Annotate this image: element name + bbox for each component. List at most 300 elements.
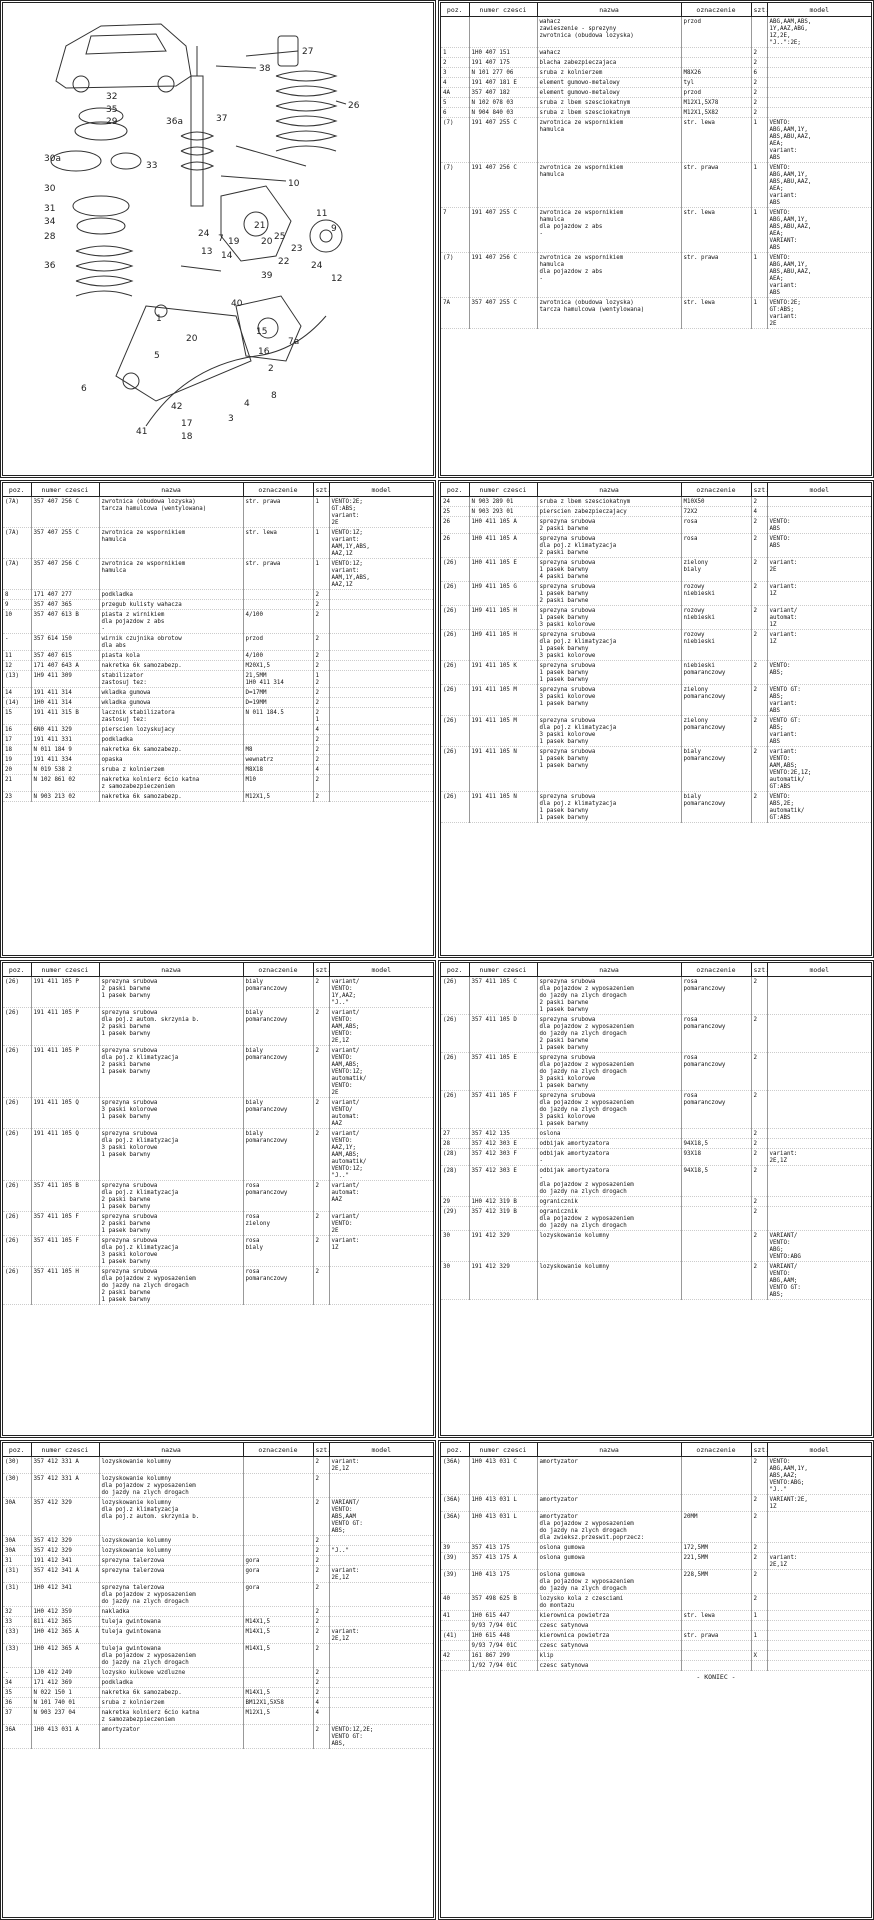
table-row: [441, 685, 871, 716]
cell-szt: 2: [313, 1046, 329, 1098]
cell-poz: 40: [441, 1594, 469, 1611]
cell-szt: 2: [751, 1594, 767, 1611]
cell-szt: 6: [751, 68, 767, 78]
cell-nazwa: lozyskowanie kolumny: [99, 1546, 243, 1556]
col-szt: szt.: [751, 1443, 767, 1457]
col-oznaczenie: oznaczenie: [243, 963, 313, 977]
cell-numer: 191 411 105 P: [31, 1046, 99, 1098]
cell-nazwa: sruba z lbem szesciokatnym: [537, 497, 681, 507]
cell-numer: 191 411 105 Q: [31, 1129, 99, 1181]
cell-numer: 9/93 7/94 01C: [469, 1621, 537, 1631]
cell-oznaczenie: M12X1,5X78: [681, 98, 751, 108]
cell-model: [329, 1607, 433, 1617]
cell-nazwa: sprezyna srubowa 1 pasek barwny 2 paski barwne: [537, 582, 681, 606]
cell-oznaczenie: str. prawa: [681, 163, 751, 208]
cell-poz: 32: [3, 1607, 31, 1617]
cell-szt: 2: [313, 735, 329, 745]
cell-szt: 2: [751, 1197, 767, 1207]
col-poz: poz.: [3, 1443, 31, 1457]
cell-poz: (26): [3, 1046, 31, 1098]
cell-numer: N 019 538 2: [31, 765, 99, 775]
cell-numer: 1H9 411 105 H: [469, 606, 537, 630]
cell-numer: N 101 740 01: [31, 1698, 99, 1708]
cell-nazwa: tuleja gwintowana: [99, 1627, 243, 1644]
cell-numer: 171 407 643 A: [31, 661, 99, 671]
cell-oznaczenie: wewnatrz: [243, 755, 313, 765]
cell-numer: 357 412 331 A: [31, 1474, 99, 1498]
cell-oznaczenie: przod: [681, 17, 751, 48]
table-header: [441, 483, 871, 497]
cell-poz: (13): [3, 671, 31, 688]
cell-numer: 357 407 255 C: [469, 298, 537, 329]
cell-oznaczenie: [243, 735, 313, 745]
callout-22: 22: [278, 257, 290, 267]
cell-model: variant: 2E,1Z: [767, 1149, 871, 1166]
cell-numer: 1H9 411 105 G: [469, 582, 537, 606]
cell-model: [329, 590, 433, 600]
cell-oznaczenie: [681, 1262, 751, 1300]
cell-szt: 1: [313, 497, 329, 528]
table-row: [3, 661, 433, 671]
cell-nazwa: element gumowo-metalowy: [537, 88, 681, 98]
cell-poz: -: [3, 1668, 31, 1678]
cell-model: variant: 2E,1Z: [767, 1553, 871, 1570]
cell-model: [767, 1543, 871, 1553]
cell-poz: 37: [3, 1708, 31, 1725]
cell-oznaczenie: M14X1,5: [243, 1617, 313, 1627]
cell-szt: 2: [313, 1627, 329, 1644]
cell-numer: 811 412 365: [31, 1617, 99, 1627]
table-row: [3, 1607, 433, 1617]
table-row: [441, 1457, 871, 1495]
cell-model: [767, 1651, 871, 1661]
cell-model: [329, 745, 433, 755]
suspension-diagram: [6, 6, 435, 477]
col-szt: szt.: [313, 963, 329, 977]
table-row: [3, 1267, 433, 1305]
cell-poz: (26): [3, 1008, 31, 1046]
cell-model: VENTO: ABG,AAM,1Y, ABS,ABU,AAZ, AEA; VARIANT: ABS: [767, 208, 871, 253]
cell-model: VARIANT/ VENTO: ABG,AAM; VENTO GT: ABS;: [767, 1262, 871, 1300]
table-row: [3, 528, 433, 559]
cell-numer: 357 412 341 A: [31, 1566, 99, 1583]
cell-oznaczenie: M20X1,5: [243, 661, 313, 671]
cell-numer: 191 411 105 M: [469, 685, 537, 716]
cell-szt: 2: [313, 775, 329, 792]
table-row: [441, 118, 871, 163]
cell-oznaczenie: tyl: [681, 78, 751, 88]
cell-numer: 357 411 105 C: [469, 977, 537, 1015]
callout-9: 9: [331, 224, 337, 234]
cell-numer: 1H0 412 341: [31, 1583, 99, 1607]
cell-model: VENTO GT: ABS; variant: ABS: [767, 716, 871, 747]
cell-oznaczenie: N 011 184.5: [243, 708, 313, 725]
cell-numer: 357 412 329: [31, 1498, 99, 1536]
cell-oznaczenie: [681, 1621, 751, 1631]
cell-model: VENTO:1Z,2E; VENTO GT: ABS,: [329, 1725, 433, 1749]
table-row: [441, 507, 871, 517]
cell-szt: 2: [313, 600, 329, 610]
cell-oznaczenie: rosa pomaranczowy: [681, 977, 751, 1015]
cell-szt: 2: [751, 534, 767, 558]
table-header: [441, 3, 871, 17]
cell-numer: 357 407 255 C: [31, 528, 99, 559]
cell-model: [329, 792, 433, 802]
table-row: [441, 1661, 871, 1671]
callout-39: 39: [261, 271, 273, 281]
cell-poz: 33: [3, 1617, 31, 1627]
cell-szt: 2: [313, 1607, 329, 1617]
callout-21: 21: [254, 221, 266, 231]
cell-szt: 2: [751, 1231, 767, 1262]
cell-poz: (36A): [441, 1457, 469, 1495]
cell-numer: 191 411 105 N: [469, 792, 537, 823]
cell-nazwa: sprezyna talerzowa: [99, 1556, 243, 1566]
cell-nazwa: sprezyna srubowa 1 pasek barwny 4 paski barwne: [537, 558, 681, 582]
cell-szt: 4: [313, 765, 329, 775]
cell-poz: (26): [441, 685, 469, 716]
cell-model: [329, 1267, 433, 1305]
cell-szt: 2: [751, 747, 767, 792]
cell-numer: 357 412 303 E: [469, 1166, 537, 1197]
col-model: model: [329, 483, 433, 497]
cell-oznaczenie: zielony pomaranczowy: [681, 685, 751, 716]
col-oznaczenie: oznaczenie: [243, 1443, 313, 1457]
callout-29: 29: [106, 117, 118, 127]
cell-poz: 10: [3, 610, 31, 634]
cell-nazwa: lozysko kola z czesciami do montazu: [537, 1594, 681, 1611]
cell-poz: 5: [441, 98, 469, 108]
cell-oznaczenie: M12X1,5: [243, 1708, 313, 1725]
table-row: [441, 48, 871, 58]
cell-oznaczenie: rosa pomaranczowy: [243, 1181, 313, 1212]
cell-poz: 3: [441, 68, 469, 78]
cell-nazwa: sprezyna srubowa dla poj.z klimatyzacja 2 paski barwne 1 pasek barwny: [99, 1046, 243, 1098]
cell-oznaczenie: M10X50: [681, 497, 751, 507]
cell-szt: 2: [751, 98, 767, 108]
callout-32: 32: [106, 92, 118, 102]
col-poz: poz.: [441, 3, 469, 17]
cell-nazwa: sprezyna srubowa 2 paski barwne: [537, 517, 681, 534]
cell-nazwa: przegub kulisty wahacza: [99, 600, 243, 610]
table-header: [441, 963, 871, 977]
table-row: [441, 1207, 871, 1231]
cell-model: [767, 48, 871, 58]
callout-20b: 20: [186, 334, 198, 344]
cell-numer: 6N0 411 329: [31, 725, 99, 735]
cell-poz: 30A: [3, 1536, 31, 1546]
cell-nazwa: wirnik czujnika obrotow dla abs: [99, 634, 243, 651]
cell-poz: (41): [441, 1631, 469, 1641]
cell-poz: (26): [441, 716, 469, 747]
cell-nazwa: lacznik stabilizatora zastosuj tez:: [99, 708, 243, 725]
callout-7: 7: [218, 234, 224, 244]
cell-model: VENTO: ABS,2E; automatik/ GT:ABS: [767, 792, 871, 823]
table-row: [3, 977, 433, 1008]
cell-poz: (14): [3, 698, 31, 708]
cell-szt: 2: [751, 1207, 767, 1231]
cell-szt: 2: [751, 716, 767, 747]
col-poz: poz.: [441, 1443, 469, 1457]
cell-szt: 2: [751, 1512, 767, 1543]
cell-nazwa: czesc satynowa: [537, 1641, 681, 1651]
cell-oznaczenie: bialy pomaranczowy: [243, 1129, 313, 1181]
cell-oznaczenie: rosa pomaranczowy: [681, 1015, 751, 1053]
cell-szt: 1: [751, 1631, 767, 1641]
cell-nazwa: lozyskowanie kolumny: [99, 1536, 243, 1546]
cell-poz: 11: [3, 651, 31, 661]
cell-model: VENTO:2E; GT:ABS; variant: 2E: [767, 298, 871, 329]
cell-nazwa: oslona gumowa dla pojazdow z wyposazeniem do jazdy na zlych drogach: [537, 1570, 681, 1594]
table-row: [441, 1129, 871, 1139]
cell-model: [767, 78, 871, 88]
cell-poz: 24: [441, 497, 469, 507]
cell-szt: 2: [751, 88, 767, 98]
cell-numer: 357 413 175: [469, 1543, 537, 1553]
cell-model: [329, 688, 433, 698]
cell-poz: (26): [3, 1129, 31, 1181]
callout-1: 1: [156, 314, 162, 324]
cell-numer: 191 411 105 Q: [31, 1098, 99, 1129]
cell-szt: 2: [751, 1149, 767, 1166]
table-row: [441, 747, 871, 792]
col-nazwa: nazwa: [99, 1443, 243, 1457]
cell-szt: 2: [751, 78, 767, 88]
cell-szt: 2: [313, 1129, 329, 1181]
cell-poz: 30: [441, 1231, 469, 1262]
cell-model: VARIANT/ VENTO: ABS,AAM VENTO GT: ABS;: [329, 1498, 433, 1536]
cell-model: [767, 1091, 871, 1129]
callout-16: 16: [258, 347, 270, 357]
cell-oznaczenie: [681, 1641, 751, 1651]
cell-nazwa: wkladka gumowa: [99, 688, 243, 698]
cell-nazwa: sprezyna srubowa dla poj.z klimatyzacja 1 pasek barwny 1 pasek barwny: [537, 792, 681, 823]
cell-oznaczenie: [243, 1678, 313, 1688]
col-model: model: [767, 483, 871, 497]
col-szt: szt.: [751, 963, 767, 977]
col-numer: numer czesci: [469, 1443, 537, 1457]
parts-table-panel-4: [0, 960, 436, 1438]
cell-numer: 1H0 413 031 L: [469, 1495, 537, 1512]
cell-szt: 2: [751, 1015, 767, 1053]
cell-oznaczenie: przod: [681, 88, 751, 98]
cell-nazwa: kierownica powietrza: [537, 1631, 681, 1641]
cell-oznaczenie: M10: [243, 775, 313, 792]
table-body: [3, 1457, 433, 1749]
cell-oznaczenie: 221,5MM: [681, 1553, 751, 1570]
cell-nazwa: nakretka kolnierz 6cio katna z samozabezpieczeniem: [99, 775, 243, 792]
cell-oznaczenie: 93X18: [681, 1149, 751, 1166]
cell-poz: 15: [3, 708, 31, 725]
cell-szt: [751, 17, 767, 48]
cell-model: VARIANT/ VENTO: ABG; VENTO:ABG: [767, 1231, 871, 1262]
cell-numer: 1/92 7/94 01C: [469, 1661, 537, 1671]
cell-poz: (26): [3, 1181, 31, 1212]
table-row: [3, 1474, 433, 1498]
col-szt: szt.: [751, 483, 767, 497]
cell-model: [767, 1621, 871, 1631]
cell-oznaczenie: 94X18,5: [681, 1166, 751, 1197]
table-row: [3, 497, 433, 528]
callout-35: 35: [106, 105, 118, 115]
cell-szt: 2: [313, 1556, 329, 1566]
cell-oznaczenie: bialy pomaranczowy: [243, 1046, 313, 1098]
cell-szt: 2: [313, 698, 329, 708]
cell-model: [767, 507, 871, 517]
cell-oznaczenie: str. prawa: [243, 559, 313, 590]
cell-szt: 2: [751, 48, 767, 58]
cell-oznaczenie: [681, 48, 751, 58]
cell-model: [767, 1015, 871, 1053]
cell-poz: (26): [441, 582, 469, 606]
callout-40: 40: [231, 299, 243, 309]
cell-nazwa: stabilizator zastosuj tez:: [99, 671, 243, 688]
cell-nazwa: nakretka 6k samozabezp.: [99, 661, 243, 671]
cell-model: variant: VENTO: AAM,ABS; VENTO:2E,1Z; automatik/ GT:ABS: [767, 747, 871, 792]
table-row: [3, 755, 433, 765]
cell-szt: 2: [751, 1457, 767, 1495]
cell-szt: 1: [313, 528, 329, 559]
table-row: [441, 108, 871, 118]
cell-poz: 36A: [3, 1725, 31, 1749]
col-oznaczenie: oznaczenie: [681, 483, 751, 497]
cell-model: [329, 1668, 433, 1678]
cell-model: VENTO:2E; GT:ABS; variant: 2E: [329, 497, 433, 528]
cell-poz: 9: [3, 600, 31, 610]
cell-nazwa: zwrotnica ze wspornikiem hamulca dla pojazdow z abs -: [537, 208, 681, 253]
table-row: [441, 497, 871, 507]
table-row: [441, 716, 871, 747]
cell-numer: 1H9 411 105 H: [469, 630, 537, 661]
table-row: [3, 1498, 433, 1536]
cell-numer: 357 412 135: [469, 1129, 537, 1139]
cell-poz: [441, 1641, 469, 1651]
cell-szt: 2: [313, 1098, 329, 1129]
cell-nazwa: zwrotnica ze wspornikiem hamulca: [99, 559, 243, 590]
cell-oznaczenie: M14X1,5: [243, 1644, 313, 1668]
cell-oznaczenie: bialy pomaranczowy: [681, 747, 751, 792]
cell-oznaczenie: [243, 725, 313, 735]
parts-table-panel-2: [0, 480, 436, 958]
cell-oznaczenie: str. lewa: [681, 208, 751, 253]
cell-szt: 2: [751, 582, 767, 606]
cell-poz: (26): [3, 1212, 31, 1236]
cell-oznaczenie: 172,5MM: [681, 1543, 751, 1553]
table-row: [441, 1149, 871, 1166]
cell-nazwa: sprezyna srubowa 1 pasek barwny 3 paski kolorowe: [537, 606, 681, 630]
cell-model: VENTO:1Z; variant: AAM,1Y,ABS, AAZ,1Z: [329, 559, 433, 590]
table-row: [3, 651, 433, 661]
cell-poz: (26): [3, 1098, 31, 1129]
cell-szt: 2: [313, 661, 329, 671]
cell-nazwa: lozyskowanie kolumny: [99, 1457, 243, 1474]
cell-szt: 2: [751, 1091, 767, 1129]
cell-model: [767, 1207, 871, 1231]
cell-poz: 25: [441, 507, 469, 517]
cell-model: VENTO: ABG,AAM,1Y, ABS,ABU,AAZ, AEA; variant: ABS: [767, 118, 871, 163]
cell-poz: (26): [441, 661, 469, 685]
cell-numer: 357 412 319 B: [469, 1207, 537, 1231]
cell-oznaczenie: [681, 1207, 751, 1231]
parts-table: [3, 1443, 433, 1749]
table-row: [3, 1457, 433, 1474]
cell-oznaczenie: [681, 1661, 751, 1671]
cell-szt: 2: [313, 1267, 329, 1305]
cell-model: [329, 1556, 433, 1566]
cell-nazwa: sprezyna srubowa dla pojazdow z wyposazeniem do jazdy na zlych drogach 3 paski kolorowe 1 pasek barwny: [537, 1053, 681, 1091]
table-row: [441, 1611, 871, 1621]
cell-oznaczenie: [243, 600, 313, 610]
cell-numer: 1H0 615 447: [469, 1611, 537, 1621]
cell-model: [767, 98, 871, 108]
cell-szt: [751, 1661, 767, 1671]
cell-model: variant/ VENTO: AAM,ABS; VENTO: 2E,1Z: [329, 1008, 433, 1046]
cell-nazwa: sprezyna srubowa 2 paski barwne 1 pasek barwny: [99, 977, 243, 1008]
col-model: model: [767, 1443, 871, 1457]
table-body: [441, 497, 871, 823]
cell-poz: [441, 1661, 469, 1671]
table-row: [441, 1621, 871, 1631]
table-row: [441, 58, 871, 68]
cell-oznaczenie: rosa: [681, 534, 751, 558]
cell-model: [329, 1474, 433, 1498]
cell-oznaczenie: bialy pomaranczowy: [243, 1098, 313, 1129]
cell-nazwa: ogranicznik dla pojazdow z wyposazeniem do jazdy na zlych drogach: [537, 1207, 681, 1231]
cell-numer: 191 412 341: [31, 1556, 99, 1566]
cell-szt: [751, 1621, 767, 1631]
table-row: [3, 1688, 433, 1698]
cell-model: [767, 497, 871, 507]
cell-nazwa: nakretka 6k samozabezp.: [99, 792, 243, 802]
cell-poz: (7): [441, 163, 469, 208]
cell-model: VENTO: ABG,AAM,1Y, ABS,ABU,AAZ, AEA; variant: ABS: [767, 163, 871, 208]
cell-model: [767, 1594, 871, 1611]
cell-model: [767, 1611, 871, 1621]
cell-numer: 357 411 105 D: [469, 1015, 537, 1053]
cell-nazwa: sruba z lbem szesciokatnym: [537, 98, 681, 108]
cell-oznaczenie: M8: [243, 745, 313, 755]
table-row: [3, 1181, 433, 1212]
cell-numer: 1H0 413 031 C: [469, 1457, 537, 1495]
cell-oznaczenie: przod: [243, 634, 313, 651]
cell-szt: 2 1: [313, 708, 329, 725]
cell-oznaczenie: bialy pomaranczowy: [243, 1008, 313, 1046]
cell-nazwa: sprezyna srubowa 3 paski kolorowe 1 pasek barwny: [99, 1098, 243, 1129]
table-body: [441, 17, 871, 329]
cell-model: VENTO: ABS: [767, 517, 871, 534]
cell-numer: N 903 237 04: [31, 1708, 99, 1725]
cell-oznaczenie: [681, 1231, 751, 1262]
cell-poz: (33): [3, 1644, 31, 1668]
cell-poz: 18: [3, 745, 31, 755]
cell-szt: 2: [751, 1166, 767, 1197]
cell-oznaczenie: str. lewa: [681, 118, 751, 163]
cell-poz: 39: [441, 1543, 469, 1553]
callout-30: 30: [44, 184, 56, 194]
cell-poz: (26): [441, 606, 469, 630]
cell-oznaczenie: M12X1,5: [243, 792, 313, 802]
cell-model: [767, 1512, 871, 1543]
cell-numer: 191 411 105 P: [31, 1008, 99, 1046]
callout-31: 31: [44, 204, 56, 214]
cell-numer: 357 407 182: [469, 88, 537, 98]
table-row: [3, 1008, 433, 1046]
cell-nazwa: pierscien zabezpieczajacy: [537, 507, 681, 517]
cell-model: [767, 1139, 871, 1149]
cell-numer: 357 412 329: [31, 1546, 99, 1556]
cell-poz: [441, 17, 469, 48]
cell-poz: 27: [441, 1129, 469, 1139]
